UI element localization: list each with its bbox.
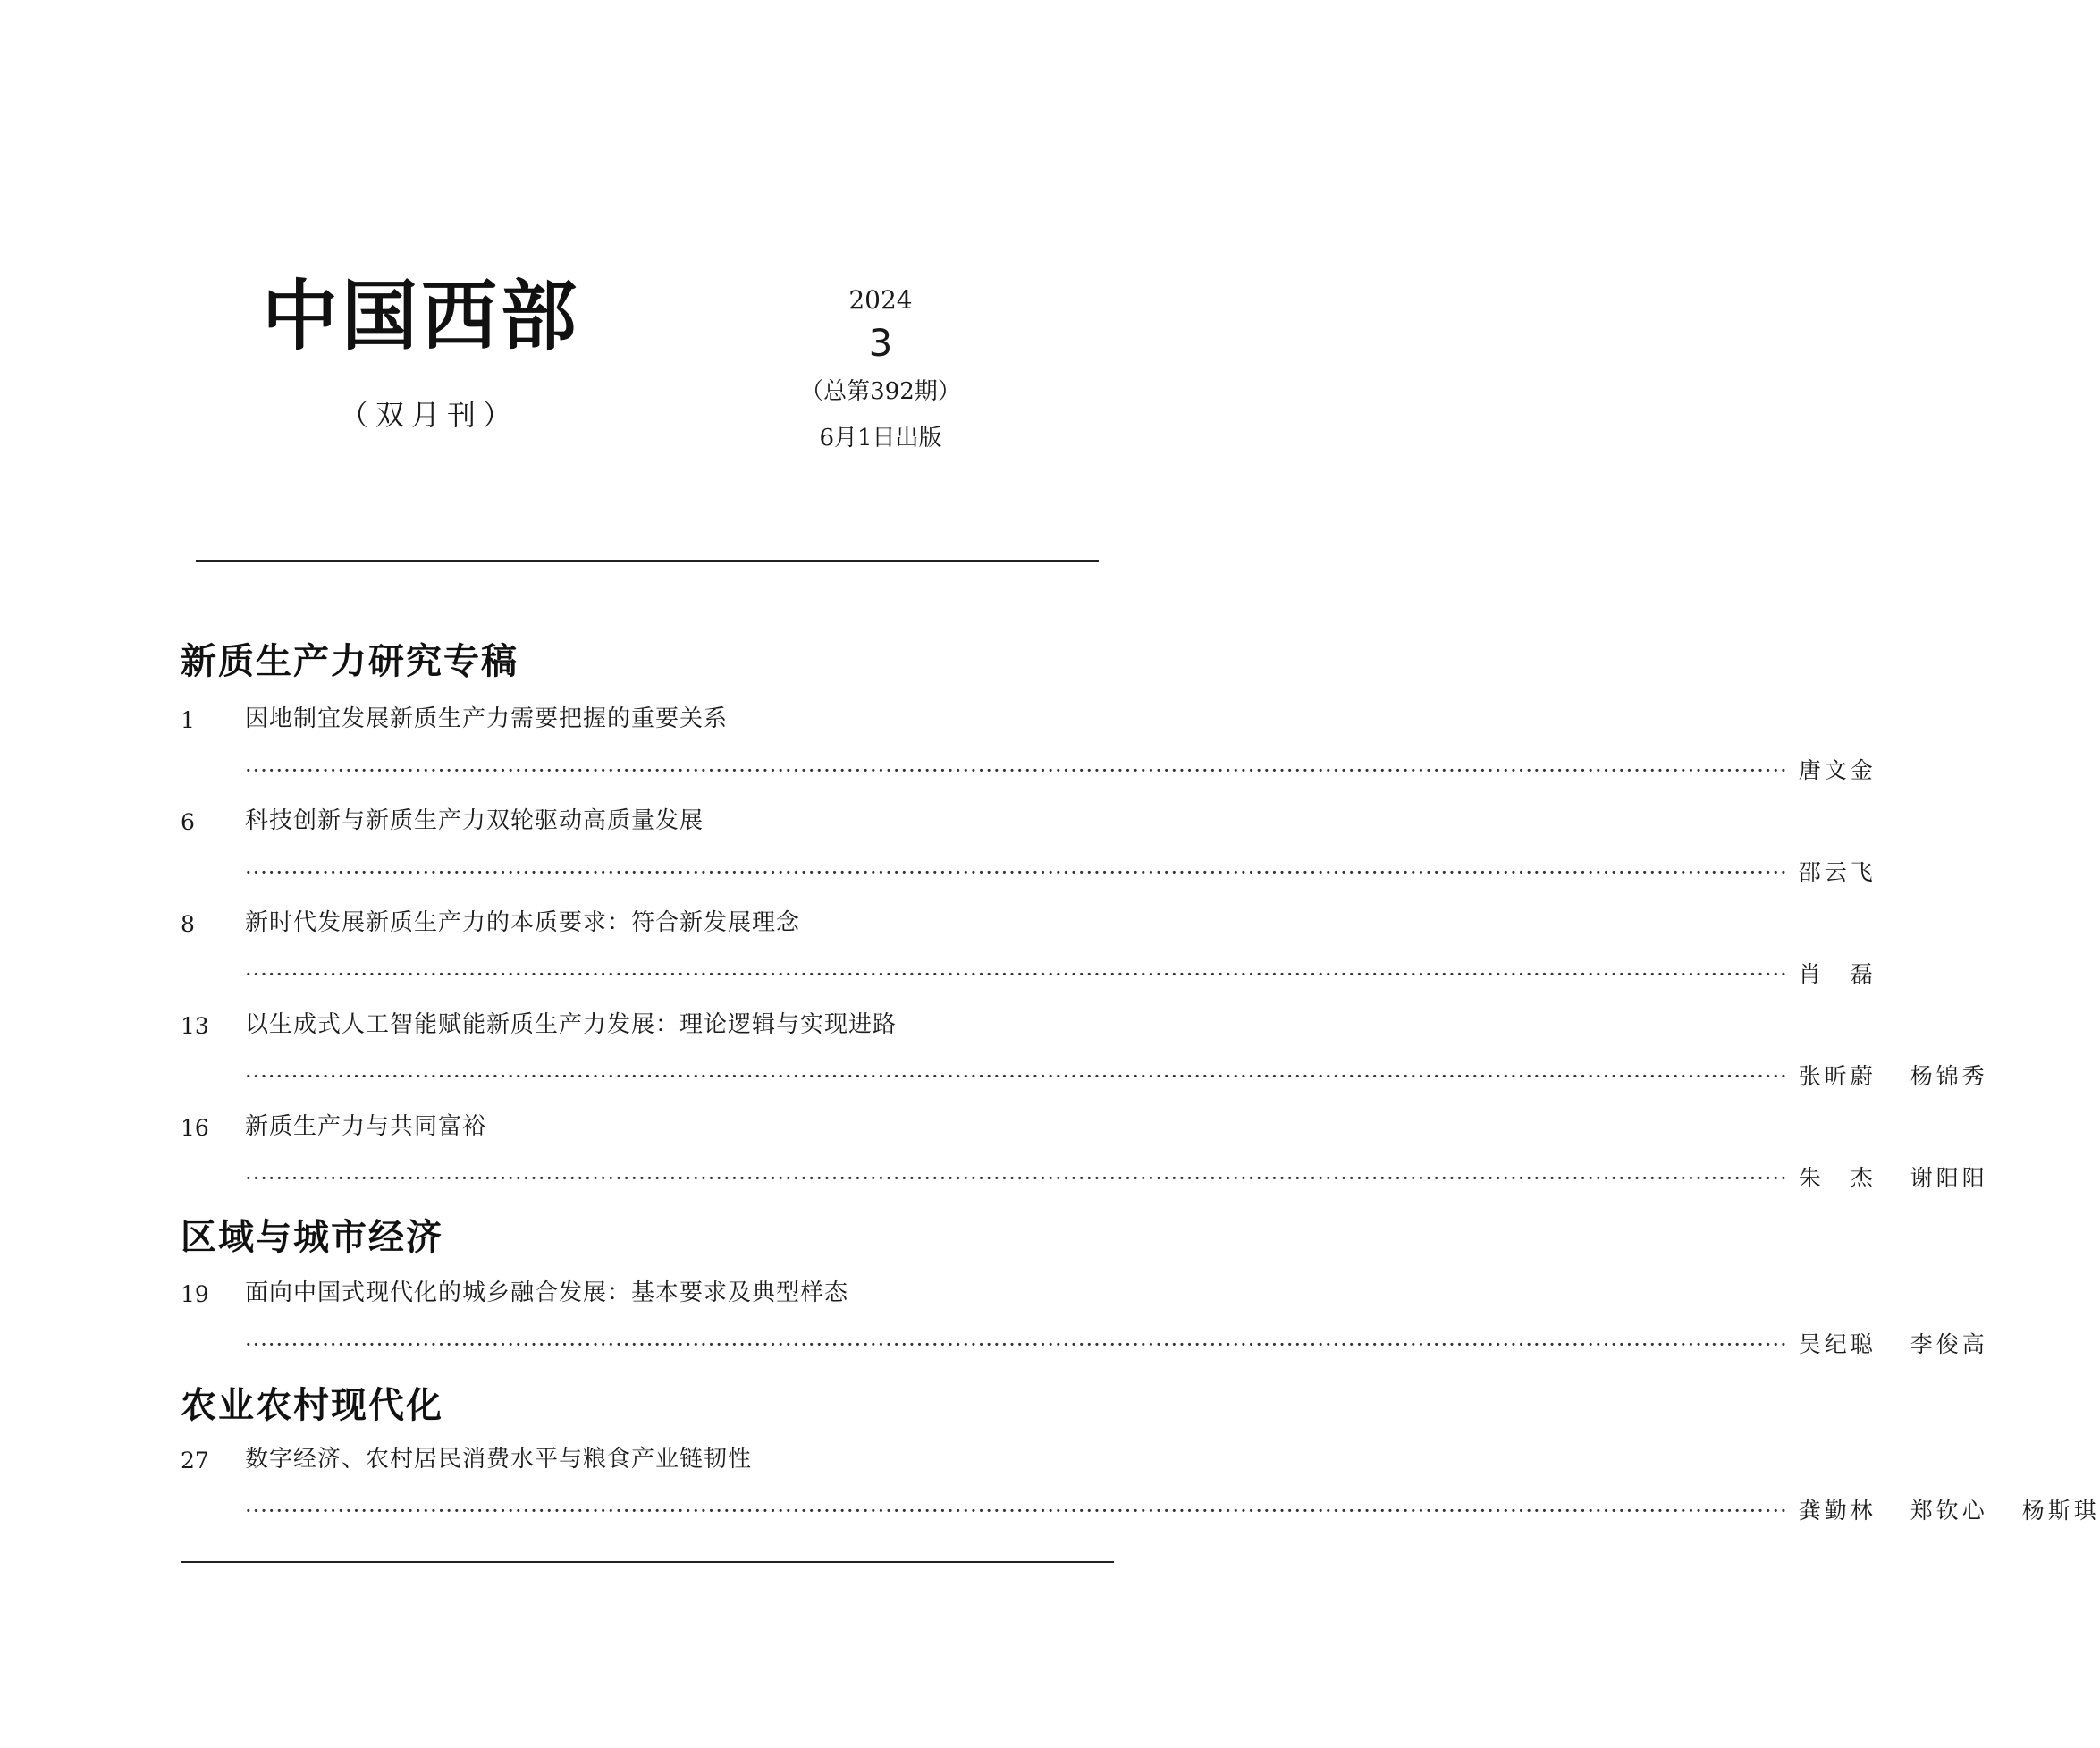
entry-authors: [1788, 1065, 1988, 1087]
entry-title[interactable]: 面向中国式现代化的城乡融合发展：基本要求及典型样态: [245, 1279, 849, 1306]
entry-authors: [1788, 1167, 1988, 1189]
entry-leader-line: [245, 757, 1877, 783]
dot-leader: ········································································································································································································: [245, 1332, 1788, 1357]
dot-leader: ········································································································································································································: [245, 1166, 1788, 1191]
issue-year: 2024: [848, 285, 913, 315]
entry-authors: [1788, 861, 1877, 883]
entry-page-number: 19: [181, 1281, 209, 1307]
entry-title[interactable]: 以生成式人工智能赋能新质生产力发展：理论逻辑与实现进路: [245, 1011, 898, 1038]
journal-title: 中国西部: [262, 273, 581, 361]
entry-authors: [1788, 963, 1877, 985]
entry-page-number: 1: [181, 707, 195, 733]
author: 杨锦秀: [1910, 1063, 1988, 1089]
author: 杨斯琪: [2021, 1498, 2100, 1524]
dot-leader: ········································································································································································································: [245, 1499, 1788, 1524]
dot-leader: ········································································································································································································: [245, 860, 1788, 885]
section-title: 区域与城市经济: [181, 1217, 443, 1258]
author: 谢阳阳: [1910, 1165, 1988, 1191]
author: 朱 杰: [1798, 1165, 1877, 1191]
author: 唐文金: [1798, 757, 1877, 783]
entry-authors: [1788, 759, 1877, 781]
entry-title[interactable]: 新时代发展新质生产力的本质要求：符合新发展理念: [245, 909, 801, 936]
entry-leader-line: [245, 1165, 1988, 1191]
issue-number: 3: [868, 321, 893, 365]
author: 邵云飞: [1798, 859, 1877, 885]
author: 李俊高: [1910, 1331, 1988, 1357]
section-title: 新质生产力研究专稿: [181, 641, 519, 682]
total-issue-number: （总第392期）: [800, 378, 961, 405]
entry-leader-line: [245, 859, 1877, 885]
author: 肖 磊: [1798, 961, 1877, 987]
entry-title[interactable]: 科技创新与新质生产力双轮驱动高质量发展: [245, 807, 704, 834]
entry-page-number: 6: [181, 809, 195, 835]
entry-leader-line: [245, 961, 1877, 987]
section-title: 农业农村现代化: [181, 1385, 443, 1426]
author: 吴纪聪: [1798, 1331, 1877, 1357]
issue-info: [787, 283, 974, 456]
entry-page-number: 13: [181, 1013, 209, 1039]
entry-authors: [1788, 1333, 1988, 1355]
entry-page-number: 16: [181, 1115, 209, 1141]
dot-leader: ········································································································································································································: [245, 758, 1788, 783]
entry-page-number: 8: [181, 911, 195, 937]
entry-page-number: 27: [181, 1448, 209, 1474]
publish-date: 6月1日出版: [819, 425, 942, 452]
entry-authors: [1788, 1499, 2100, 1522]
author: 龚勤林: [1798, 1498, 1877, 1524]
publication-frequency: （双月刊）: [340, 398, 519, 432]
entry-title[interactable]: 数字经济、农村居民消费水平与粮食产业链韧性: [245, 1446, 753, 1473]
entry-leader-line: [245, 1498, 2100, 1524]
entry-leader-line: [245, 1063, 1988, 1089]
dot-leader: ········································································································································································································: [245, 1064, 1788, 1089]
entry-title[interactable]: 新质生产力与共同富裕: [245, 1113, 487, 1140]
entry-title[interactable]: 因地制宜发展新质生产力需要把握的重要关系: [245, 705, 729, 732]
entry-leader-line: [245, 1331, 1988, 1357]
bottom-divider: [181, 1561, 1114, 1563]
top-divider: [196, 560, 1099, 562]
dot-leader: ········································································································································································································: [245, 962, 1788, 987]
author: 张昕蔚: [1798, 1063, 1877, 1089]
author: 郑钦心: [1910, 1498, 1988, 1524]
